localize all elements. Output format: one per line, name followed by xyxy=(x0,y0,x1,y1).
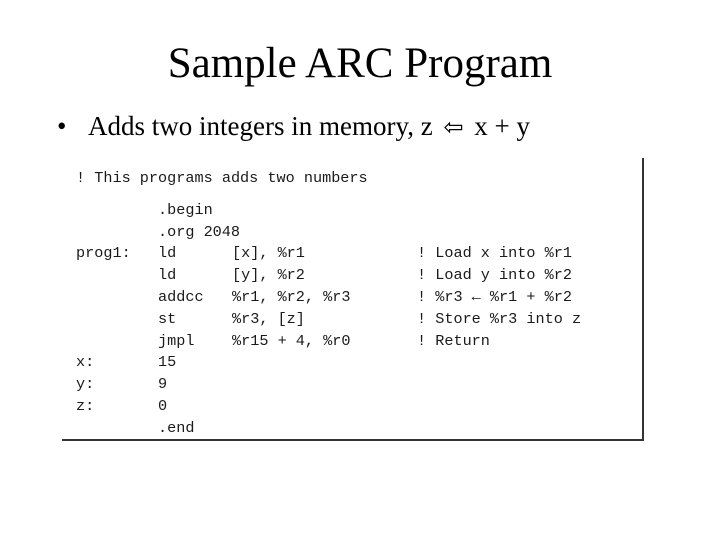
code-label: z: xyxy=(76,396,95,415)
code-line xyxy=(76,243,572,265)
code-label: x: xyxy=(76,353,95,372)
code-op: ld xyxy=(158,244,177,263)
code-op: .end xyxy=(158,418,195,437)
code-comment: ! Store %r3 into z xyxy=(417,309,582,328)
code-header-comment: ! This programs adds two numbers xyxy=(76,169,368,187)
code-label: y: xyxy=(76,375,95,394)
code-op: 9 xyxy=(158,375,168,394)
code-op: st xyxy=(158,309,177,328)
code-line xyxy=(76,265,572,287)
code-line xyxy=(76,200,213,222)
code-listing-box xyxy=(62,158,644,441)
code-op: 15 xyxy=(158,353,177,372)
code-listing xyxy=(76,168,582,440)
code-args: %r3, [z] xyxy=(232,309,305,328)
code-args: %r15 + 4, %r0 xyxy=(232,331,351,350)
code-args: [y], %r2 xyxy=(232,266,305,285)
code-op: ld xyxy=(158,266,177,285)
code-op: .org 2048 xyxy=(158,222,241,241)
bullet-item xyxy=(57,108,530,145)
code-line xyxy=(76,396,168,418)
code-line xyxy=(76,309,582,331)
code-comment: ! Load x into %r1 xyxy=(417,244,572,263)
code-comment: ! %r3 ← %r1 + %r2 xyxy=(417,287,572,306)
left-arrow-icon: ⇦ xyxy=(443,113,464,141)
bullet-marker: • xyxy=(57,111,67,141)
code-line xyxy=(76,418,195,440)
bullet-text-before: Adds two integers in memory, z xyxy=(88,111,433,141)
code-op: 0 xyxy=(158,396,168,415)
slide-title: Sample ARC Program xyxy=(167,40,553,87)
code-op: .begin xyxy=(158,200,213,219)
code-line xyxy=(76,287,572,309)
code-args: %r1, %r2, %r3 xyxy=(232,287,351,306)
code-line xyxy=(76,222,241,244)
code-op: jmpl xyxy=(158,331,195,350)
code-label: prog1: xyxy=(76,244,131,263)
code-args: [x], %r1 xyxy=(232,244,305,263)
code-op: addcc xyxy=(158,287,204,306)
code-comment: ! Load y into %r2 xyxy=(417,266,572,285)
code-line xyxy=(76,374,168,396)
code-line xyxy=(76,331,490,353)
code-line xyxy=(76,352,177,374)
bullet-text-after: x + y xyxy=(474,111,531,141)
code-comment: ! Return xyxy=(417,331,490,350)
code-spacer xyxy=(76,190,149,200)
